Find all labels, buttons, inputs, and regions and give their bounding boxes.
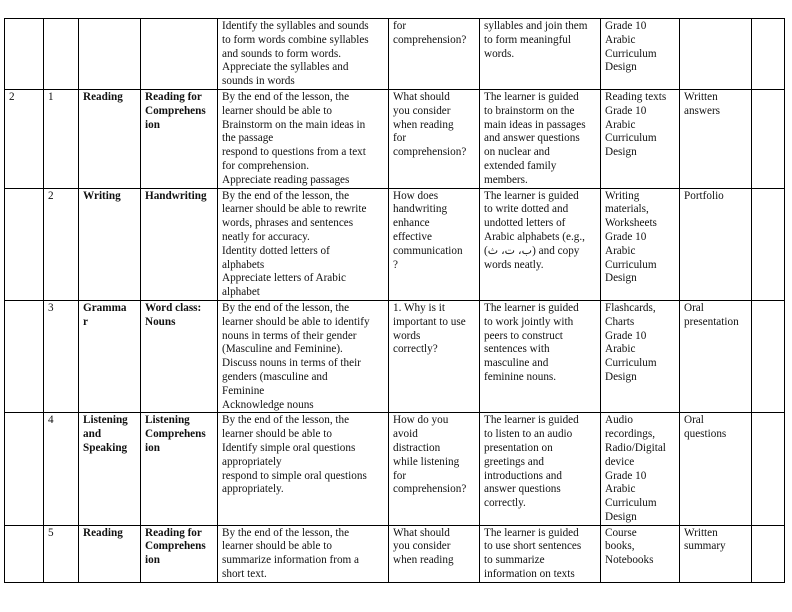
cell-experiences: The learner is guided to work jointly with peers to construct sentences with masculine and feminine nouns. <box>480 300 601 412</box>
cell-week <box>5 188 44 300</box>
table-row <box>5 89 785 188</box>
cell-reflection <box>752 300 785 412</box>
cell-reflection <box>752 19 785 90</box>
cell-reflection <box>752 89 785 188</box>
cell-sub-strand: Word class: Nouns <box>141 300 218 412</box>
cell-lesson: 1 <box>44 89 79 188</box>
cell-outcomes: Identify the syllables and sounds to form words combine syllables and sounds to form words. Appreciate the syllables and sounds in words <box>218 19 389 90</box>
cell-assessment: Oral questions <box>680 413 752 525</box>
cell-strand: Reading <box>79 89 141 188</box>
cell-week <box>5 413 44 525</box>
cell-outcomes: By the end of the lesson, the learner should be able to summarize information from a short text. <box>218 525 389 582</box>
cell-assessment <box>680 19 752 90</box>
cell-reflection <box>752 413 785 525</box>
cell-strand: Gramma r <box>79 300 141 412</box>
cell-inquiry: What should you consider when reading for comprehension? <box>389 89 480 188</box>
cell-experiences: The learner is guided to use short sentences to summarize information on texts <box>480 525 601 582</box>
cell-lesson: 2 <box>44 188 79 300</box>
cell-assessment: Written summary <box>680 525 752 582</box>
cell-resources: Writing materials, Worksheets Grade 10 Arabic Curriculum Design <box>601 188 680 300</box>
cell-lesson: 3 <box>44 300 79 412</box>
cell-resources: Grade 10 Arabic Curriculum Design <box>601 19 680 90</box>
cell-resources: Course books, Notebooks <box>601 525 680 582</box>
cell-experiences: The learner is guided to listen to an audio presentation on greetings and introductions and answer questions correctly. <box>480 413 601 525</box>
cell-reflection <box>752 188 785 300</box>
cell-resources: Audio recordings, Radio/Digital device Grade 10 Arabic Curriculum Design <box>601 413 680 525</box>
cell-week <box>5 19 44 90</box>
cell-week: 2 <box>5 89 44 188</box>
table-row <box>5 19 785 90</box>
cell-inquiry: 1. Why is it important to use words correctly? <box>389 300 480 412</box>
cell-experiences: The learner is guided to write dotted and undotted letters of Arabic alphabets (e.g., (ب، ت، ث) and copy words neatly. <box>480 188 601 300</box>
cell-strand: Reading <box>79 525 141 582</box>
table-row <box>5 300 785 412</box>
cell-strand: Listening and Speaking <box>79 413 141 525</box>
cell-resources: Reading texts Grade 10 Arabic Curriculum Design <box>601 89 680 188</box>
table-row <box>5 525 785 582</box>
cell-assessment: Written answers <box>680 89 752 188</box>
cell-sub-strand: Reading for Comprehens ion <box>141 89 218 188</box>
cell-resources: Flashcards, Charts Grade 10 Arabic Curriculum Design <box>601 300 680 412</box>
cell-sub-strand: Listening Comprehens ion <box>141 413 218 525</box>
cell-week <box>5 300 44 412</box>
cell-outcomes: By the end of the lesson, the learner should be able to Brainstorm on the main ideas in the passage respond to questions from a text for comprehension. Appreciate reading passages <box>218 89 389 188</box>
cell-week <box>5 525 44 582</box>
cell-assessment: Portfolio <box>680 188 752 300</box>
cell-lesson <box>44 19 79 90</box>
cell-assessment: Oral presentation <box>680 300 752 412</box>
cell-sub-strand: Handwriting <box>141 188 218 300</box>
cell-sub-strand <box>141 19 218 90</box>
cell-inquiry: How does handwriting enhance effective communication ? <box>389 188 480 300</box>
cell-inquiry: What should you consider when reading <box>389 525 480 582</box>
cell-experiences: syllables and join them to form meaningful words. <box>480 19 601 90</box>
cell-experiences: The learner is guided to brainstorm on the main ideas in passages and answer questions on nuclear and extended family members. <box>480 89 601 188</box>
cell-outcomes: By the end of the lesson, the learner should be able to Identify simple oral questions appropriately respond to simple oral questions appropriately. <box>218 413 389 525</box>
cell-sub-strand: Reading for Comprehens ion <box>141 525 218 582</box>
cell-reflection <box>752 525 785 582</box>
cell-inquiry: for comprehension? <box>389 19 480 90</box>
cell-outcomes: By the end of the lesson, the learner should be able to identify nouns in terms of their gender (Masculine and Feminine). Discuss nouns in terms of their genders (masculine and Feminine Acknowledge nouns <box>218 300 389 412</box>
cell-lesson: 4 <box>44 413 79 525</box>
table-row <box>5 413 785 525</box>
scheme-of-work-table <box>4 18 785 583</box>
cell-strand <box>79 19 141 90</box>
table-row <box>5 188 785 300</box>
cell-inquiry: How do you avoid distraction while listening for comprehension? <box>389 413 480 525</box>
cell-lesson: 5 <box>44 525 79 582</box>
cell-strand: Writing <box>79 188 141 300</box>
cell-outcomes: By the end of the lesson, the learner should be able to rewrite words, phrases and sentences neatly for accuracy. Identity dotted letters of alphabets Appreciate letters of Arabic alphabet <box>218 188 389 300</box>
